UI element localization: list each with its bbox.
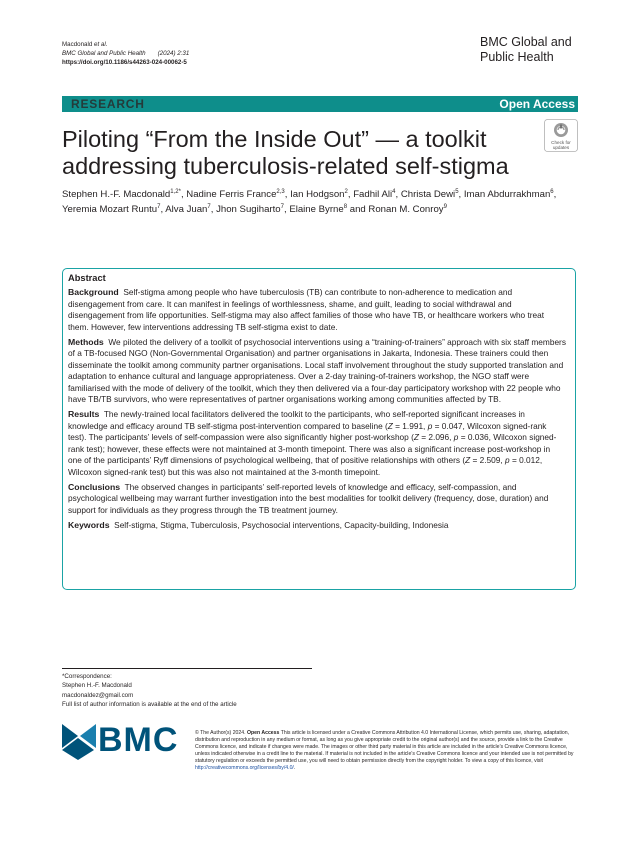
author-name: Christa Dewi <box>400 189 456 200</box>
author-name: Yeremia Mozart Runtu <box>62 203 158 215</box>
author-affiliation: 1,2* <box>170 188 181 195</box>
open-access-label: Open Access <box>499 97 575 111</box>
correspondence-footnote: *Correspondence: Stephen H.-F. Macdonald macdonaldez@gmail.com Full list of author information is available at the end of the article <box>62 673 237 708</box>
author-name: Ian Hodgson <box>290 189 345 200</box>
author-affiliation: 7 <box>157 203 161 210</box>
author-name: Fadhil Ali <box>353 189 393 200</box>
author-separator: , <box>283 203 290 215</box>
bmc-logo-text: BMC <box>98 721 179 759</box>
check-for-updates-badge[interactable]: Check for updates <box>544 119 578 152</box>
running-header <box>62 40 189 67</box>
author-affiliation: 7 <box>207 203 211 210</box>
abstract-box <box>62 268 576 590</box>
author-affiliation: 2,3 <box>276 188 285 195</box>
author-name: Iman Abdurrakhman <box>463 189 551 200</box>
author-name: Elaine Byrne <box>289 203 344 215</box>
abstract-results: Results The newly-trained local facilitators delivered the toolkit to the participants, who self-reported significant increases in knowledge and efficacy around TB self-stigma post-intervention compared to baseline (Z = 1.991, p = 0.047, Wilcoxon signed-rank test). The participants’ levels of self-compassion were also significantly higher post-workshop (Z = 2.096, p = 0.036, Wilcoxon signed-rank test); however, these effects were not maintained at 3-month timepoint. There was also a significant increase post-workshop in one of the participants’ Ryff dimensions of psychological wellbeing, that of positive relationships with others (Z = 2.509, p = 0.012, Wilcoxon signed-rank test) but this was also not maintained at the 3-month timepoint. <box>68 409 557 477</box>
abstract-methods: Methods We piloted the delivery of a toolkit of psychosocial interventions using a “training-of-trainers” approach with six staff members of a TB-focused NGO (Non-Governmental Organisation) and partner organisations in Jakarta, Indonesia. These trainers could then disseminate the toolkit among community partner organisations. Local staff involvement throughout the study supported translation and adaptation to enhance cultural and language appropriateness. Over a 2-day training-of-trainers workshop, the NGO staff were familiarised with the mode of delivery of the toolkit, which they then delivered via a four-day participatory workshop with 22 people who have TB/TB survivors, who were representatives of partner organisations working among communities affected by TB. <box>68 337 566 405</box>
author-separator: , <box>347 189 354 200</box>
bmc-logo-icon <box>62 722 96 760</box>
abstract-heading: Abstract <box>68 273 106 283</box>
abstract-background: Background Self-stigma among people who have tuberculosis (TB) can contribute to non-adherence to medication and disengagement from care. It can manifest in feelings of worthlessness, shame, and guilt, leading to social withdrawal and disengagement from life opportunities. Self-stigma may also affect families of those who have TB, or healthcare workers who treat them. However, few interventions addressing TB self-stigma exist to date. <box>68 287 545 332</box>
journal-name: BMC Global and Public Health <box>480 35 572 64</box>
header-doi[interactable]: https://doi.org/10.1186/s44263-024-00062-5 <box>62 59 187 66</box>
correspondence-email[interactable]: macdonaldez@gmail.com <box>62 691 134 699</box>
license-link[interactable]: http://creativecommons.org/licenses/by/4.0/ <box>195 764 294 771</box>
author-separator: , <box>395 189 401 200</box>
article-title: Piloting “From the Inside Out” — a toolkit addressing tuberculosis-related self-stigma <box>62 126 509 179</box>
author-separator: , <box>210 203 217 215</box>
author-name: Alva Juan <box>165 203 208 215</box>
author-affiliation: 9 <box>443 203 447 210</box>
footnote-rule <box>62 668 312 669</box>
author-name: Jhon Sugiharto <box>216 203 281 215</box>
license-statement: © The Author(s) 2024. Open Access This article is licensed under a Creative Commons Attribution 4.0 International License, which permits use, sharing, adaptation, distribution and reproduction in any medium or format, as long as you give appropriate credit to the original author(s) and the source, provide a link to the Creative Commons licence, and indicate if changes were made. The images or other third party material in this article are included in the article’s Creative Commons licence, unless indicated otherwise in a credit line to the material. If material is not included in the article’s Creative Commons licence and your intended use is not permitted by statutory regulation or exceeds the permitted use, you will need to obtain permission directly from the copyright holder. To view a copy of this licence, visit http://creativecommons.org/licenses/by/4.0/. <box>195 730 574 771</box>
author-affiliation: 6 <box>550 188 554 195</box>
abstract-conclusions: Conclusions The observed changes in participants’ self-reported levels of knowledge and efficacy, self-compassion, and psychological wellbeing may warrant further investigation into the best modalities for toolkit delivery (frequency, dose, duration) and support for individuals as they progress through the TB treatment journey. <box>68 481 549 515</box>
author-affiliation: 8 <box>343 203 348 210</box>
author-list <box>62 188 582 217</box>
author-affiliation: 5 <box>455 188 459 195</box>
article-type-label: RESEARCH <box>71 97 145 111</box>
author-separator: , <box>180 189 187 200</box>
author-name: Ronan M. Conroy <box>368 203 444 215</box>
author-affiliation: 4 <box>392 188 396 195</box>
author-separator: and <box>347 203 369 215</box>
author-separator: , <box>458 189 464 200</box>
author-name: Stephen H.-F. Macdonald <box>62 189 171 200</box>
article-type-banner <box>62 96 578 112</box>
author-affiliation: 7 <box>280 203 284 210</box>
author-affiliation: 2 <box>344 188 348 195</box>
author-name: Nadine Ferris France <box>186 189 277 200</box>
author-separator: , <box>284 189 291 200</box>
header-authors: Macdonald et al. <box>62 41 108 48</box>
author-separator: , <box>553 189 557 200</box>
author-separator: , <box>160 203 166 215</box>
header-citation: BMC Global and Public Health (2024) 2:31 <box>62 50 190 57</box>
abstract-keywords: Keywords Self-stigma, Stigma, Tuberculosis, Psychosocial interventions, Capacity-building, Indonesia <box>68 520 449 531</box>
